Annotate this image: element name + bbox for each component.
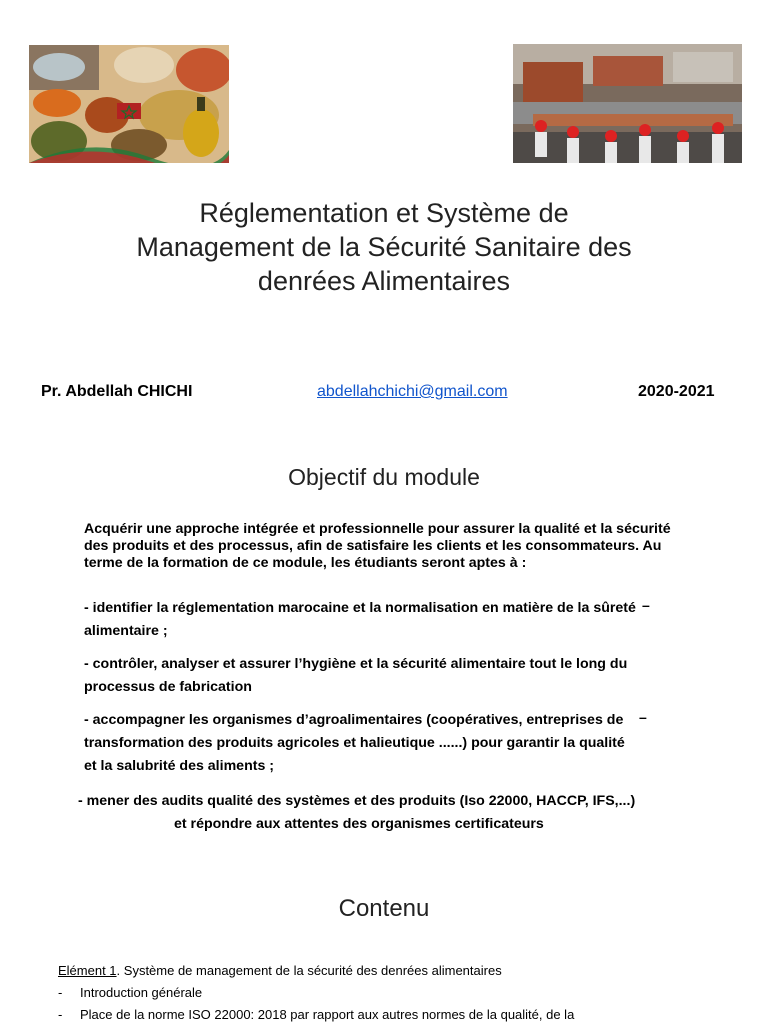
objectif-intro: Acquérir une approche intégrée et professionnelle pour assurer la qualité et la sécurité des produits et des processus, afin de satisfaire les clients et les consommateurs. Au terme de la formation de ce module, les étudiants seront aptes à : xyxy=(84,521,671,571)
objectif-bullet-2: - contrôler, analyser et assurer l’hygiène et la sécurité alimentaire tout le long du processus de fabrication xyxy=(84,656,628,695)
element-1-line xyxy=(58,963,502,978)
title-line-2: Management de la Sécurité Sanitaire des xyxy=(136,232,632,262)
author-name: Pr. Abdellah CHICHI xyxy=(41,383,193,400)
objectif-heading: Objectif du module xyxy=(288,464,480,490)
objectif-bullet-4-continuation: et répondre aux attentes des organismes certificateurs xyxy=(174,816,544,832)
contenu-heading: Contenu xyxy=(338,895,430,922)
objectif-bullet-1: - identifier la réglementation marocaine et la normalisation en matière de la sûreté alimentaire ; xyxy=(84,600,636,639)
objectif-bullet-4: - mener des audits qualité des systèmes et des produits (Iso 22000, HACCP, IFS,...) xyxy=(78,793,636,809)
email-link[interactable]: abdellahchichi@gmail.com xyxy=(317,383,508,400)
element-1-text: . Système de management de la sécurité des denrées alimentaires xyxy=(116,963,502,978)
bullet-dash-3: – xyxy=(639,709,647,725)
list-item: - Introduction générale xyxy=(58,985,203,1000)
list-item-text: Introduction générale xyxy=(80,985,203,1000)
title-line-1: Réglementation et Système de xyxy=(199,198,569,228)
academic-year: 2020-2021 xyxy=(638,383,715,400)
document-title xyxy=(60,196,708,298)
objectif-bullet-3: - accompagner les organismes d’agroalimentaires (coopératives, entreprises de transformation des produits agricoles et halieutique ......) pour garantir la qualité et la salubrité des aliments ; xyxy=(84,712,625,774)
title-line-3: denrées Alimentaires xyxy=(257,266,511,296)
list-item: - Place de la norme ISO 22000: 2018 par rapport aux autres normes de la qualité, de la xyxy=(58,1007,575,1022)
food-collage-image xyxy=(29,45,229,163)
element-1-label: Elément 1 xyxy=(58,963,117,978)
list-item-text: Place de la norme ISO 22000: 2018 par rapport aux autres normes de la qualité, de la xyxy=(80,1007,575,1022)
factory-production-image xyxy=(513,44,742,163)
bullet-dash-1: – xyxy=(642,597,650,613)
